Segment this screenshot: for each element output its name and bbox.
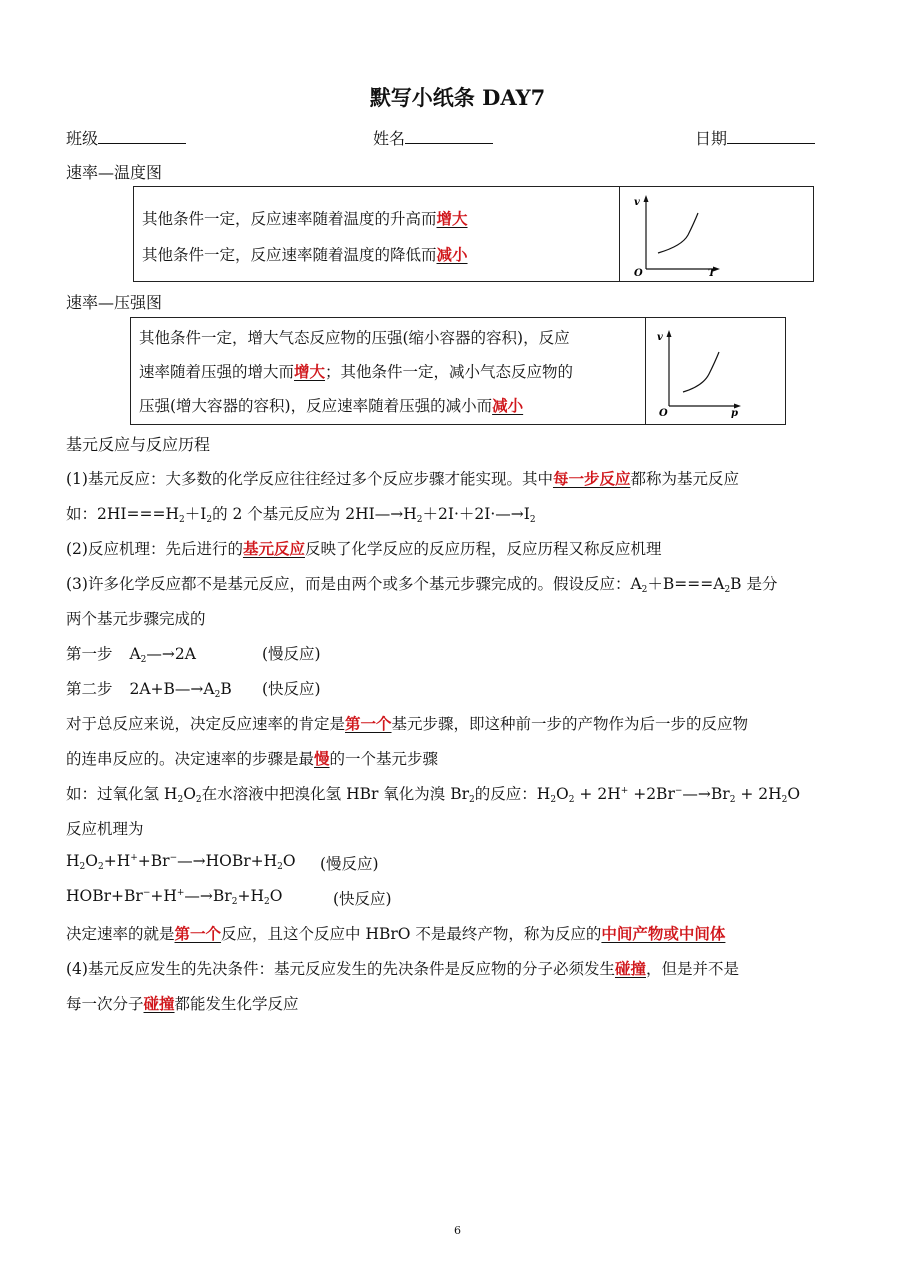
paragraph-5: 决定速率的就是第一个反应，且这个反应中 HBrO 不是最终产物，称为反应的中间产物或中间体 [66, 924, 726, 943]
name-label: 姓名 [373, 129, 406, 148]
example-h2o2: 如：过氧化氢 $H_2O_2$在水溶液中把溴化氢 HBr 氧化为溴 $Br_2$的反应：$H_2O_2 + 2H^+$ $+2Br^-—\to Br_2 + 2H_2O$ [66, 785, 801, 805]
answer-collision-2: 碰撞 [143, 994, 175, 1013]
class-blank [98, 128, 186, 144]
class-field [66, 126, 186, 149]
class-label: 班级 [66, 129, 99, 148]
paragraph-1-example: 如：$2HI===H_2+I_2$的 2 个基元反应为 $2HI—\to H_2+2I\cdot+2I\cdot—\to I_2$ [66, 505, 536, 525]
mechanism-step-2-note: (快反应) [333, 890, 392, 908]
answer-increase: 增大 [436, 209, 468, 228]
pressure-line-2: 速率随着压强的增大而增大；其他条件一定，减小气态反应物的 [139, 362, 574, 381]
answer-first-reaction: 第一个 [174, 924, 222, 943]
date-label: 日期 [695, 129, 728, 148]
date-blank [727, 128, 815, 144]
mechanism-step-1: $H_2O_2+H^++Br^-—\to HOBr+H_2O$ [66, 852, 296, 872]
pressure-graph-x-label: p [731, 408, 738, 419]
temp-box [133, 186, 814, 282]
pressure-graph-origin: O [659, 408, 668, 419]
paragraph-6-line-1: (4)基元反应发生的先决条件：基元反应发生的先决条件是反应物的分子必须发生碰撞，但是并不是 [66, 959, 739, 978]
answer-intermediate: 中间产物或中间体 [601, 924, 726, 943]
pressure-box-divider [645, 318, 646, 424]
answer-collision: 碰撞 [614, 959, 646, 978]
temp-line-1: 其他条件一定，反应速率随着温度的升高而增大 [142, 209, 468, 228]
pressure-line-3: 压强(增大容器的容积)，反应速率随着压强的减小而减小 [139, 396, 524, 415]
pressure-box [130, 317, 786, 425]
pressure-heading: 速率—压强图 [66, 293, 163, 312]
answer-decrease-2: 减小 [492, 396, 524, 415]
pressure-rate-graph [655, 324, 781, 420]
temp-graph-x-label: T [708, 268, 716, 277]
step-2-note: (快反应) [262, 680, 321, 698]
paragraph-4-line-1: 对于总反应来说，决定反应速率的肯定是第一个基元步骤，即这种前一步的产物作为后一步的反应物 [66, 714, 749, 733]
paragraph-3-line-1: (3)许多化学反应都不是基元反应，而是由两个或多个基元步骤完成的。假设反应：$A_2+B===A_2B$ 是分 [66, 575, 778, 595]
page-number: 6 [454, 1224, 461, 1237]
elementary-heading: 基元反应与反应历程 [66, 435, 211, 454]
name-blank [405, 128, 493, 144]
answer-increase-2: 增大 [294, 362, 326, 381]
temp-box-divider [619, 187, 620, 281]
page-title: 默写小纸条 DAY7 [369, 85, 546, 110]
paragraph-3-line-2: 两个基元步骤完成的 [66, 610, 206, 628]
answer-first: 第一个 [345, 714, 392, 733]
paragraph-6-line-2: 每一次分子碰撞都能发生化学反应 [66, 994, 299, 1013]
date-field [695, 126, 815, 149]
paragraph-2: (2)反应机理：先后进行的基元反应反映了化学反应的反应历程，反应历程又称反应机理 [66, 539, 662, 558]
answer-each-step: 每一步反应 [552, 469, 631, 488]
mechanism-step-1-note: (慢反应) [320, 855, 379, 873]
paragraph-1: (1)基元反应：大多数的化学反应往往经过多个反应步骤才能实现。其中每一步反应都称为基元反应 [66, 469, 739, 488]
step-2: 第二步 $2A+B—\to A_2B$ [66, 680, 232, 700]
step-1-note: (慢反应) [262, 645, 321, 663]
step-1: 第一步 $A_2—\to 2A$ [66, 645, 196, 665]
temp-heading: 速率—温度图 [66, 163, 163, 182]
temp-rate-graph [624, 191, 809, 277]
answer-elementary-reaction: 基元反应 [242, 539, 305, 558]
mechanism-label: 反应机理为 [66, 820, 144, 838]
answer-slowest: 慢 [314, 749, 330, 768]
temp-line-2: 其他条件一定，反应速率随着温度的降低而减小 [142, 245, 468, 264]
name-field [373, 126, 493, 149]
mechanism-step-2: $HOBr+Br^-+H^+—\to Br_2+H_2O$ [66, 887, 283, 907]
temp-graph-y-label: v [634, 197, 640, 208]
pressure-graph-y-label: v [657, 332, 663, 343]
pressure-line-1: 其他条件一定，增大气态反应物的压强(缩小容器的容积)，反应 [139, 329, 570, 347]
answer-decrease: 减小 [436, 245, 468, 264]
paragraph-4-line-2: 的连串反应的。决定速率的步骤是最慢的一个基元步骤 [66, 749, 439, 768]
temp-graph-origin: O [634, 268, 643, 277]
